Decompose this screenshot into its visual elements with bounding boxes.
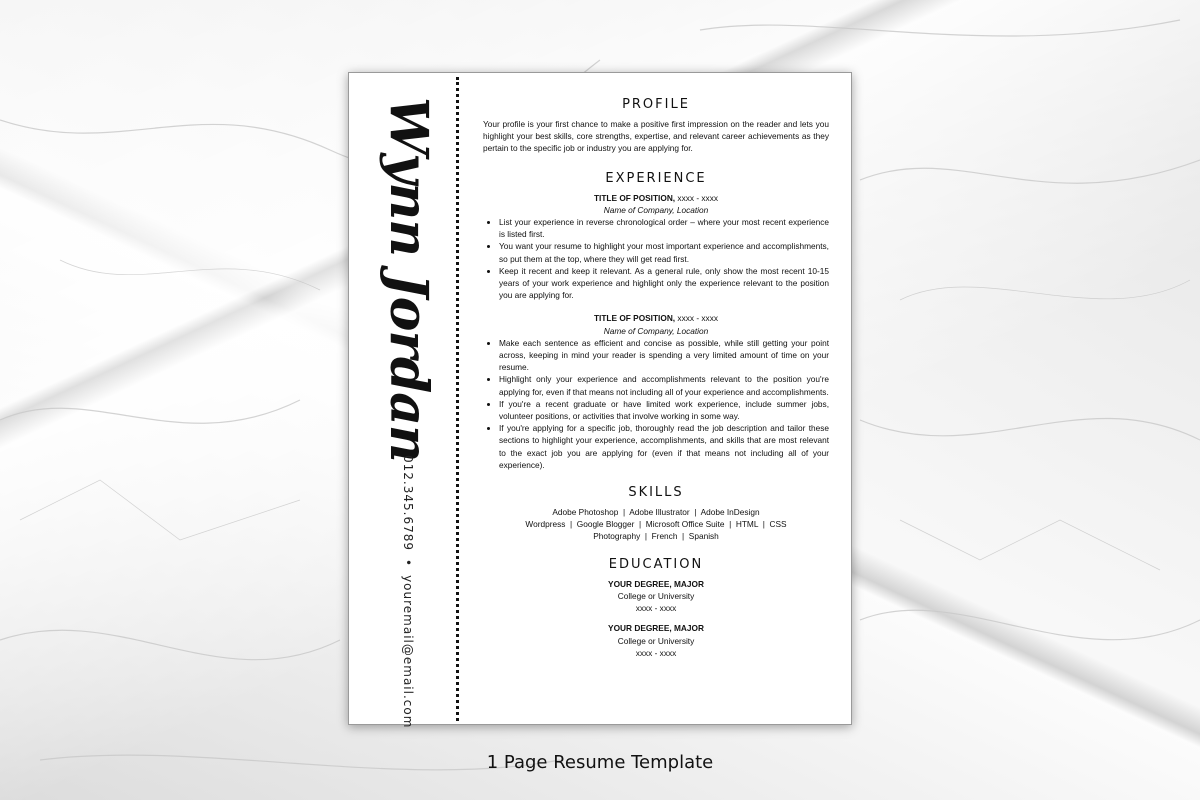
company-name: Name of Company, Location <box>603 325 709 336</box>
bullet-item: • You want your resume to highlight your most important experience and accomplishments, so put them at the top, where they will get read first. <box>499 240 829 264</box>
job-title: TITLE OF POSITION, <box>593 192 676 203</box>
degree: YOUR DEGREE, MAJOR <box>608 578 704 589</box>
skills-section <box>483 485 829 543</box>
experience-section <box>483 171 829 471</box>
education-entry <box>483 622 829 659</box>
education-entry <box>483 578 829 615</box>
job-bullets <box>483 216 829 301</box>
job-header <box>483 192 829 204</box>
job-header <box>483 312 829 324</box>
degree: YOUR DEGREE, MAJOR <box>608 623 704 634</box>
bullet-item: • List your experience in reverse chronological order – where your most recent experience is listed first. <box>499 216 829 240</box>
job-entry <box>483 312 829 471</box>
bullet-item: • If you're applying for a specific job, thoroughly read the job description and tailor these sections to highlight your experience, accomplishments, and skills that are most relevant to the exact job you are applying for (even if that means not including all of your experience). <box>499 422 829 471</box>
job-dates: xxxx - xxxx <box>675 313 718 324</box>
resume-page <box>348 72 852 729</box>
resume-name: Wynn Jordan <box>378 97 439 462</box>
email-address: youremail@email.com <box>401 575 415 729</box>
bullet-item: • Make each sentence as efficient and concise as possible, while still getting your point across, keeping in mind your reader is spending a very limited amount of time on your resume. <box>499 337 829 374</box>
bullet-item: • If you're a recent graduate or have limited work experience, include summer jobs, volunteer positions, or activities that involve working in some way. <box>499 398 829 422</box>
template-caption: 1 Page Resume Template <box>486 752 714 773</box>
experience-heading: EXPERIENCE <box>605 170 707 186</box>
job-entry <box>483 192 829 302</box>
school: College or University <box>617 635 695 646</box>
education-dates: xxxx - xxxx <box>635 647 677 658</box>
bullet-item: • Highlight only your experience and accomplishments relevant to the position you're applying for, even if that means not including all of your experience and accomplishments. <box>499 373 829 397</box>
bullet-item: • Keep it recent and keep it relevant. As a general rule, only show the most recent 10-15 years of your work experience and highlight only the experience relevant to the position you are applying for. <box>499 265 829 302</box>
resume-content <box>483 97 829 667</box>
school: College or University <box>617 590 695 601</box>
profile-text: Your profile is your first chance to make a positive first impression on the reader and lets you highlight your best skills, core strengths, expertise, and relevant career achievements as they pertain to the specific job or industry you are applying for. <box>483 119 829 154</box>
skills-line: Wordpress | Google Blogger | Microsoft Office Suite | HTML | CSS <box>525 519 787 530</box>
skills-line: Adobe Photoshop | Adobe Illustrator | Adobe InDesign <box>552 507 760 518</box>
name-column <box>349 73 455 729</box>
phone-number: 012.345.6789 <box>401 455 415 551</box>
contact-line <box>401 455 415 728</box>
company-name: Name of Company, Location <box>603 204 709 215</box>
dotted-divider <box>456 77 459 721</box>
education-dates: xxxx - xxxx <box>635 603 677 614</box>
job-bullets <box>483 337 829 471</box>
education-section <box>483 557 829 659</box>
education-heading: EDUCATION <box>608 556 704 572</box>
job-title: TITLE OF POSITION, <box>593 313 676 324</box>
profile-section <box>483 97 829 155</box>
profile-heading: PROFILE <box>622 97 690 112</box>
job-dates: xxxx - xxxx <box>675 192 718 203</box>
skills-heading: SKILLS <box>628 485 684 501</box>
contact-separator: • <box>401 558 415 568</box>
skills-line: Photography | French | Spanish <box>593 531 719 542</box>
